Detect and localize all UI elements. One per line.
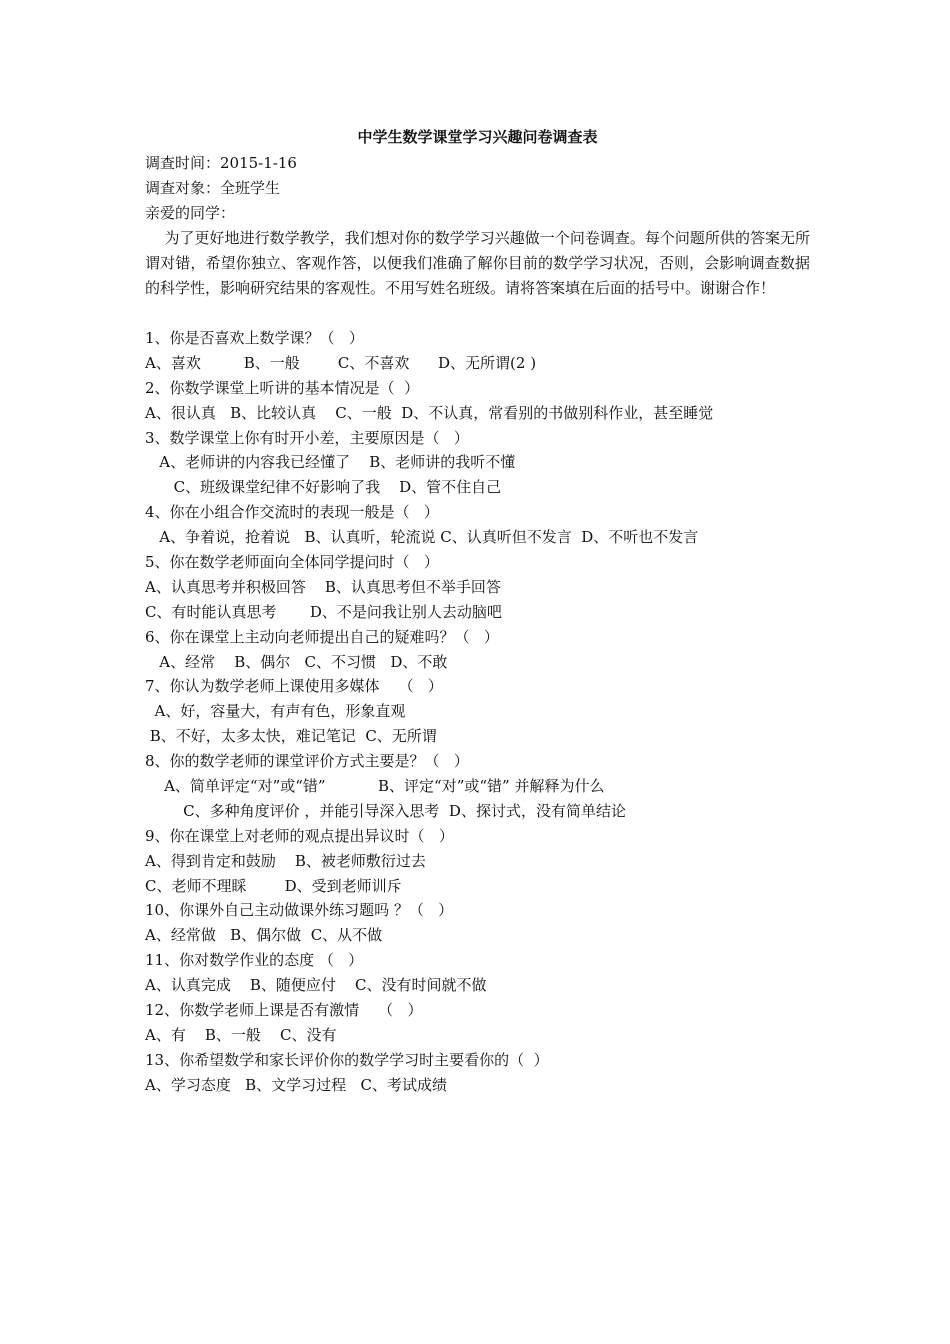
options-4: A、争着说，抢着说 B、认真听，轮流说 C、认真听但不发言 D、不听也不发言 — [145, 528, 699, 547]
question-4: 4、你在小组合作交流时的表现一般是（ ） — [145, 503, 439, 522]
question-8: 8、你的数学老师的课堂评价方式主要是？（ ） — [145, 752, 469, 771]
survey-target: 调查对象：全班学生 — [145, 179, 281, 197]
options-8a: A、简单评定“对”或“错” B、评定“对”或“错” 并解释为什么 — [145, 777, 605, 796]
options-8b: C、多种角度评价 ，并能引导深入思考 D、探讨式，没有简单结论 — [145, 801, 626, 820]
question-10: 10、你课外自己主动做课外练习题吗 ？（ ） — [145, 901, 454, 920]
options-12: A、有 B、一般 C、没有 — [145, 1025, 337, 1044]
question-3: 3、数学课堂上你有时开小差，主要原因是（ ） — [145, 428, 469, 447]
blank-line — [145, 301, 810, 326]
question-13: 13、你希望数学和家长评价你的数学学习时主要看你的（ ） — [145, 1050, 549, 1069]
options-1: A、喜欢 B、一般 C、不喜欢 D、无所谓(2 ) — [145, 353, 537, 372]
options-3b: C、班级课堂纪律不好影响了我 D、管不住自己 — [145, 478, 502, 497]
intro-paragraph: 为了更好地进行数学教学，我们想对你的数学学习兴趣做一个问卷调查。每个问题所供的答案无所谓对错，希望你独立、客观作答，以便我们准确了解你目前的数学学习状况，否则，会影响调查数据的科学性，影响研究结果的客观性。不用写姓名班级。请将答案填在后面的括号中。谢谢合作！ — [145, 229, 810, 297]
options-7b: B、不好，太多太快，难记笔记 C、无所谓 — [145, 727, 437, 746]
options-5a: A、认真思考并积极回答 B、认真思考但不举手回答 — [145, 577, 501, 596]
question-11: 11、你对数学作业的态度 （ ） — [145, 951, 364, 970]
survey-time: 调查时间：2015-1-16 — [145, 154, 297, 172]
options-6: A、经常 B、偶尔 C、不习惯 D、不敢 — [145, 652, 448, 671]
question-7: 7、你认为数学老师上课使用多媒体 （ ） — [145, 677, 443, 696]
question-1: 1、你是否喜欢上数学课？（ ） — [145, 329, 364, 347]
question-9: 9、你在课堂上对老师的观点提出异议时（ ） — [145, 826, 454, 845]
question-2: 2、你数学课堂上听讲的基本情况是（ ） — [145, 378, 420, 397]
question-6: 6、你在课堂上主动向老师提出自己的疑难吗？（ ） — [145, 627, 499, 646]
greeting: 亲爱的同学： — [145, 204, 236, 222]
question-12: 12、你数学老师上课是否有激情 （ ） — [145, 1001, 423, 1020]
options-3a: A、老师讲的内容我已经懂了 B、老师讲的我听不懂 — [145, 453, 516, 472]
options-13: A、学习态度 B、文学习过程 C、考试成绩 — [145, 1075, 447, 1094]
options-2: A、很认真 B、比较认真 C、一般 D、不认真，常看别的书做别科作业，甚至睡觉 — [145, 403, 714, 422]
options-10: A、经常做 B、偶尔做 C、从不做 — [145, 926, 383, 945]
document-title: 中学生数学课堂学习兴趣问卷调查表 — [357, 128, 598, 146]
document-page — [145, 127, 810, 1098]
options-5b: C、有时能认真思考 D、不是问我让别人去动脑吧 — [145, 602, 502, 621]
options-9a: A、得到肯定和鼓励 B、被老师敷衍过去 — [145, 851, 426, 870]
options-11: A、认真完成 B、随便应付 C、没有时间就不做 — [145, 976, 487, 995]
options-9b: C、老师不理睬 D、受到老师训斥 — [145, 876, 402, 895]
options-7a: A、好，容量大，有声有色，形象直观 — [145, 702, 406, 721]
question-5: 5、你在数学老师面向全体同学提问时（ ） — [145, 553, 439, 572]
